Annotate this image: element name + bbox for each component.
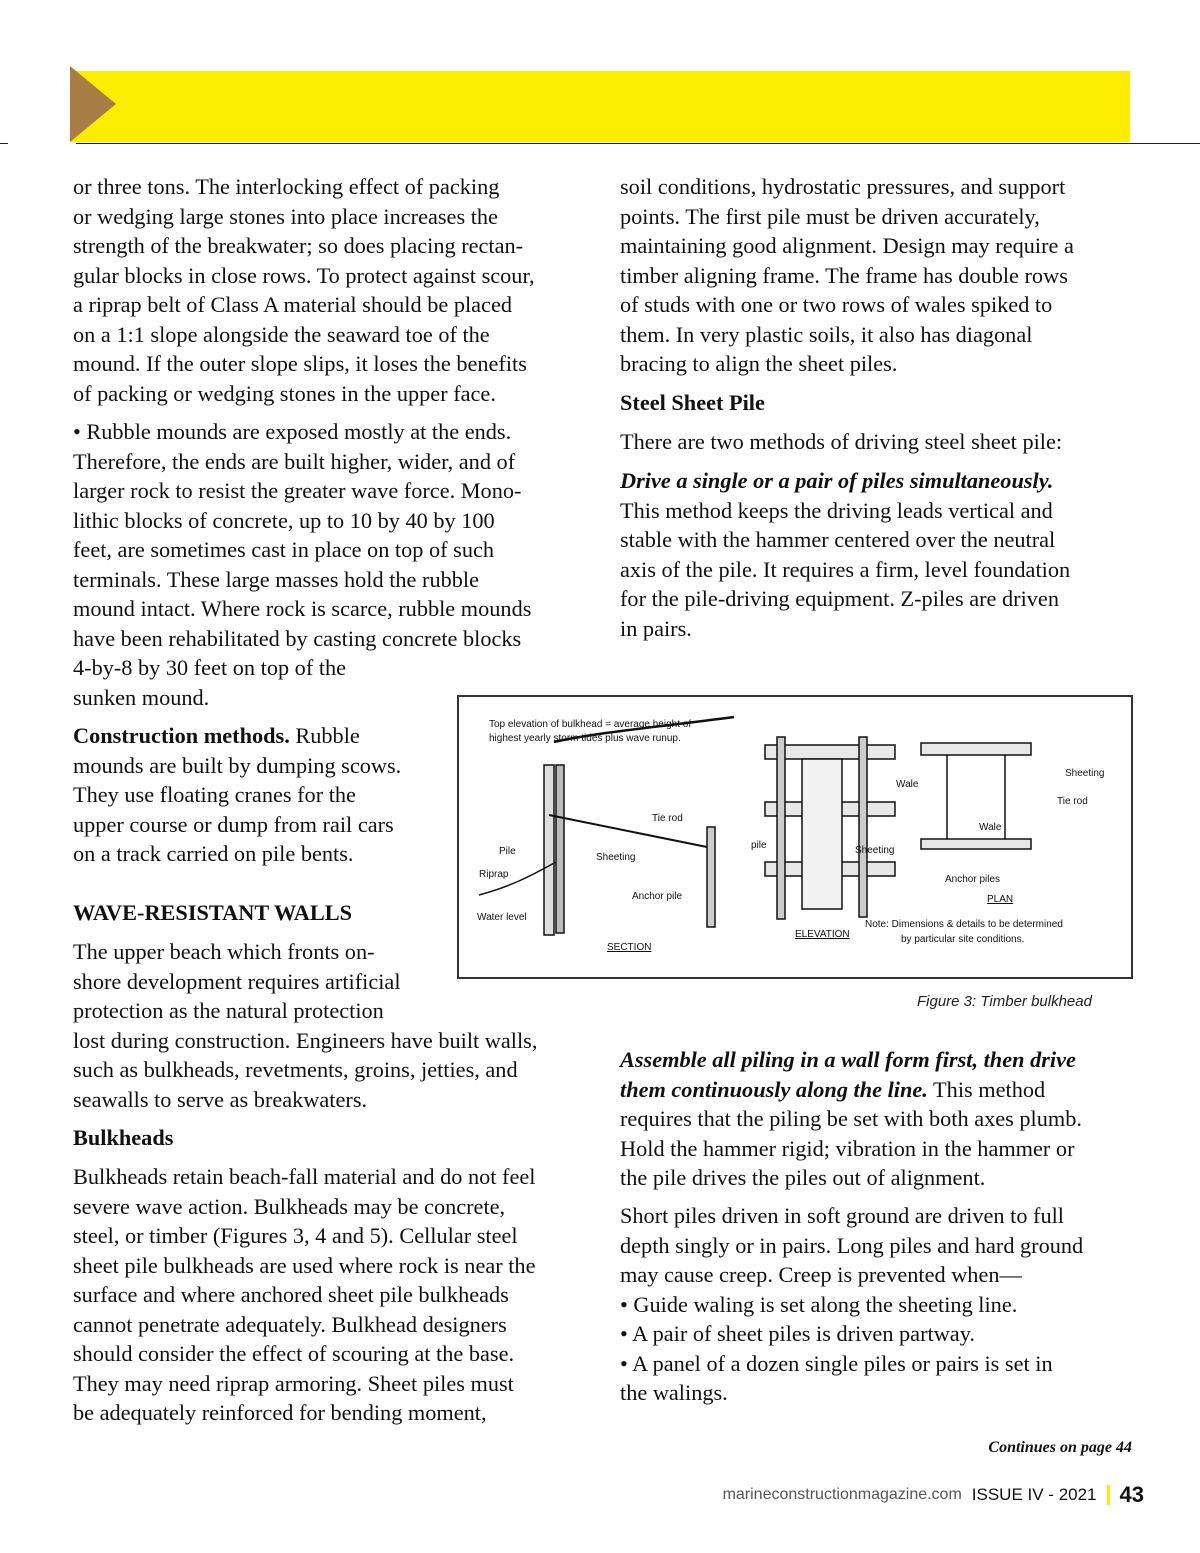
fig-label: ELEVATION [795,929,850,940]
run-in-heading: Construction methods. [73,723,290,748]
fig-label: Wale [979,822,1002,833]
fig-label: Note: Dimensions & details to be determined [865,919,1063,930]
header-arrow-icon [70,66,116,142]
fig-label: Wale [896,779,919,790]
fig-label: Anchor piles [945,874,1001,885]
page-footer [723,1482,1144,1508]
text-line: lost during construction. Engineers have built walls, [73,1027,538,1053]
text-line [620,466,1053,496]
text-line: in pairs. [620,615,692,641]
text-line: soil conditions, hydrostatic pressures, and support [620,174,1066,199]
fig-label: Water level [477,912,527,923]
text-run: This method [927,1076,1046,1102]
continues-note: Continues on page 44 [988,1439,1132,1456]
text-line: axis of the pile. It requires a firm, level foundation [620,556,1071,582]
text-line: upper course or dump from rail cars [73,811,394,837]
fig-label: Sheeting [1065,768,1105,779]
section-heading: Steel Sheet Pile [620,390,765,415]
text-line: maintaining good alignment. Design may require a [620,233,1074,258]
text-line: be adequately reinforced for bending moment, [73,1400,487,1425]
text-line: mounds are built by dumping scows. [73,752,402,778]
text-line: points. The first pile must be driven accurately, [620,203,1040,229]
text-line: mound. If the outer slope slips, it loses the benefits [73,351,527,376]
text-line: for the pile-driving equipment. Z-piles are driven [620,586,1059,611]
text-line: seawalls to serve as breakwaters. [73,1086,368,1112]
text-line: depth singly or in pairs. Long piles and hard ground [620,1232,1084,1258]
text-line: of studs with one or two rows of wales spiked to [620,292,1053,317]
text-line: such as bulkheads, revetments, groins, jetties, and [73,1057,518,1082]
text-line: • A pair of sheet piles is driven partway. [620,1321,975,1346]
text-line: gular blocks in close rows. To protect against scour, [73,262,535,288]
text-line: There are two methods of driving steel sheet pile: [620,429,1063,454]
text-line: terminals. These large masses hold the rubble [73,566,479,592]
run-in-heading: Drive a single or a pair of piles simultaneously. [620,468,1054,493]
text-line: them. In very plastic soils, it also has diagonal [620,321,1033,347]
text-line: sheet pile bulkheads are used where rock is near the [73,1252,536,1278]
fig-label: Anchor pile [632,891,683,902]
text-line: Therefore, the ends are built higher, wider, and of [73,448,516,474]
text-line: may cause creep. Creep is prevented when— [620,1262,1022,1287]
text-line: the walings. [620,1380,728,1405]
text-line: on a track carried on pile bents. [73,841,354,866]
text-line: feet, are sometimes cast in place on top of such [73,537,495,562]
fig-label: Tie rod [652,813,683,824]
fig-label: highest yearly storm tides plus wave runup. [489,733,681,744]
text-line: requires that the piling be set with both axes plumb. [620,1106,1082,1131]
text-line: Short piles driven in soft ground are driven to full [620,1203,1064,1228]
text-line: protection as the natural protection [73,998,384,1023]
text-line: of packing or wedging stones in the upper face. [73,380,496,406]
text-line: They use floating cranes for the [73,782,356,807]
footer-issue: ISSUE IV - 2021 [971,1485,1097,1504]
fig-label: Tie rod [1057,796,1088,807]
text-line: on a 1:1 slope alongside the seaward toe of the [73,321,490,347]
text-run: Rubble [289,723,360,748]
text-line: stable with the hammer centered over the neutral [620,527,1056,552]
header-banner [70,71,1130,142]
text-line: They may need riprap armoring. Sheet piles must [73,1370,514,1396]
text-line: shore development requires artificial [73,968,401,994]
fig-label: Sheeting [855,845,895,856]
text-line: should consider the effect of scouring at the base. [73,1341,515,1366]
text-line: severe wave action. Bulkheads may be concrete, [73,1193,506,1219]
text-line: • A panel of a dozen single piles or pairs is set in [620,1350,1053,1376]
text-line: have been rehabilitated by casting concrete blocks [73,625,522,651]
fig-label: Top elevation of bulkhead = average height of [489,719,692,730]
fig-label: PLAN [987,894,1014,905]
text-line: larger rock to resist the greater wave force. Mono- [73,478,522,503]
text-line: The upper beach which fronts on- [73,939,375,964]
text-line: a riprap belt of Class A material should be placed [73,292,513,317]
text-line: steel, or timber (Figures 3, 4 and 5). Cellular steel [73,1223,518,1248]
text-line: surface and where anchored sheet pile bulkheads [73,1282,509,1307]
text-line: the pile drives the piles out of alignment. [620,1165,986,1190]
text-line: This method keeps the driving leads vertical and [620,497,1053,523]
text-line: Hold the hammer rigid; vibration in the hammer or [620,1135,1075,1161]
fig-label: SECTION [607,942,652,953]
figure-caption: Figure 3: Timber bulkhead [917,993,1092,1010]
text-line: sunken mound. [73,684,210,710]
text-line: cannot penetrate adequately. Bulkhead designers [73,1311,507,1337]
footer-site: marineconstructionmagazine.com [722,1486,962,1503]
section-heading: WAVE-RESISTANT WALLS [73,900,353,925]
text-line: strength of the breakwater; so does placing rectan- [73,233,524,258]
fig-label: pile [751,840,767,851]
text-line [73,721,360,751]
text-line [620,1075,1045,1105]
text-line: Bulkheads retain beach-fall material and do not feel [73,1164,536,1189]
text-line: • Rubble mounds are exposed mostly at the ends. [73,419,512,444]
text-line: bracing to align the sheet piles. [620,351,898,376]
text-line: or three tons. The interlocking effect of packing [73,174,500,199]
fig-label: Pile [499,846,516,857]
section-heading: Bulkheads [73,1125,174,1150]
text-line: timber aligning frame. The frame has double rows [620,262,1068,288]
header-rule-left [0,143,8,144]
text-line: lithic blocks of concrete, up to 10 by 40 by 100 [73,507,495,533]
text-line [620,1045,1076,1075]
header-rule [76,143,1200,144]
figure-timber-bulkhead [457,695,1133,979]
bulkhead-diagram [459,697,1131,977]
run-in-heading: Assemble all piling in a wall form first, then drive [620,1047,1076,1072]
text-line: or wedging large stones into place increases the [73,203,498,229]
fig-label: Riprap [479,869,509,880]
text-line: mound intact. Where rock is scarce, rubble mounds [73,596,532,621]
run-in-heading: them continuously along the line. [620,1076,928,1102]
fig-label: by particular site conditions. [901,934,1025,945]
page-number: 43 [1119,1482,1144,1507]
fig-label: Sheeting [596,852,636,863]
text-line: • Guide waling is set along the sheeting line. [620,1291,1018,1317]
footer-divider [1107,1485,1110,1505]
text-line: 4-by-8 by 30 feet on top of the [73,655,347,680]
